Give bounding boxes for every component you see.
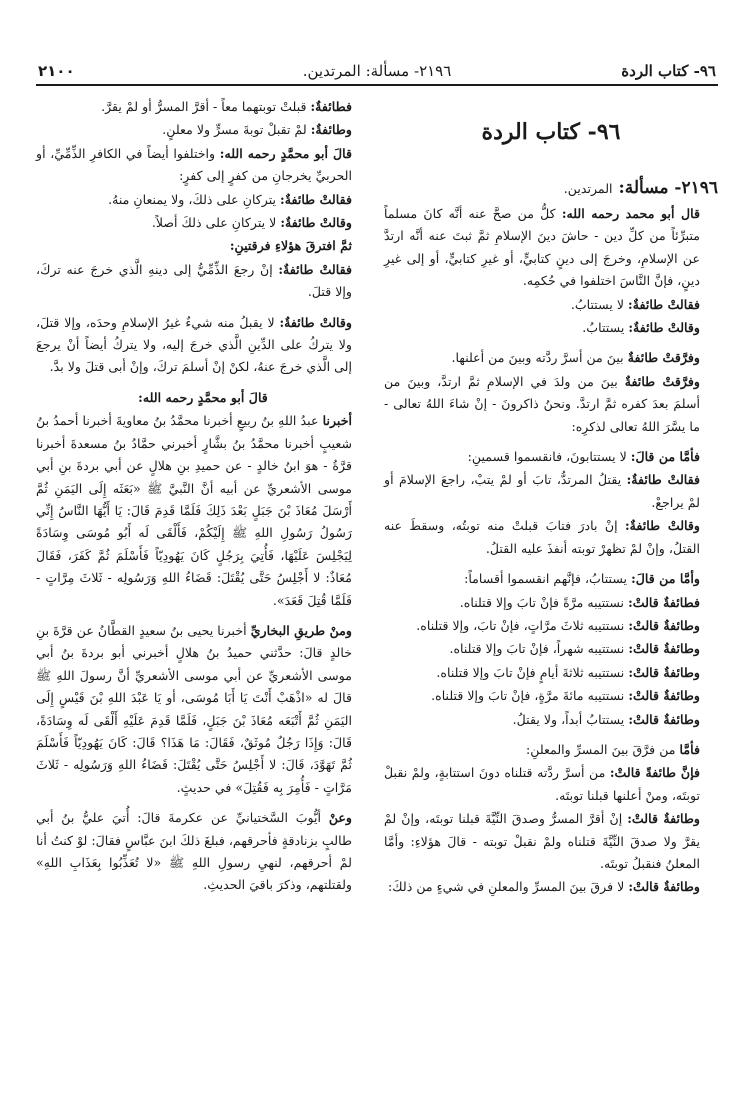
paragraph	[384, 592, 718, 614]
paragraph	[384, 739, 718, 761]
paragraph-lead: ثمَّ افترقَ هؤلاءِ فرقتينِ:	[229, 238, 352, 254]
header-divider	[36, 84, 718, 86]
paragraph	[36, 410, 370, 612]
paragraph	[36, 387, 370, 409]
paragraph-lead: وطائفةٌ قالتْ:	[628, 711, 700, 727]
paragraph	[36, 119, 370, 141]
paragraph-text: نستتيبه شهراً، فإنْ تابَ وإلا قتلناه.	[449, 641, 629, 657]
paragraph	[384, 515, 718, 560]
issue-heading	[384, 174, 718, 203]
left-column	[36, 96, 370, 898]
chapter-title: ٩٦- كتاب الردة	[481, 119, 621, 145]
paragraph-text: لا فرقَ بينَ المسرِّ والمعلنِ في شيءٍ من ذلكَ:	[388, 879, 629, 895]
paragraph-text: بينَ من أسرَّ ردَّته وبينَ من أعلنها.	[451, 350, 628, 366]
paragraph	[36, 189, 370, 211]
paragraph-text: يستتابُ أبداً، ولا يقتلُ.	[512, 711, 629, 727]
paragraph-text: يتركانِ على ذلكَ، ولا يمنعانِ منهُ.	[108, 191, 281, 207]
paragraph	[384, 615, 718, 637]
paragraph-lead: فطائفةٌ:	[310, 99, 352, 114]
right-column	[384, 96, 718, 900]
paragraph	[384, 294, 718, 316]
paragraph-lead: وقالتْ طائفةٌ:	[280, 215, 352, 231]
paragraph-lead: وقالتْ طائفةٌ:	[279, 314, 352, 330]
paragraph-text: يقتلُ المرتدُّ، تابَ أو لمْ يتبْ، راجعَ الإسلامَ أو لمْ يراجعْ.	[384, 472, 700, 510]
paragraph-text: نستتيبه ثلاثةَ أيامٍ فإنْ تابَ وإلا قتلناه.	[436, 664, 629, 680]
paragraph-text: عبدُ اللهِ بنُ ربيعٍ أخبرنا محمَّدُ بنُ معاويةَ أخبرنا أحمدُ بنُ شعيبٍ أخبرنا محمَّدُ بنُ بشَّارٍ أخبرني حمَّادُ بنُ مسعدةَ أخبرنا قرَّةُ - هوَ ابنُ خالدٍ - عن حميدِ بنِ هلالٍ عن أبي بردةَ بنِ أبي موسى الأشعريِّ عن أبيه أنَّ النَّبيَّ ﷺ «بَعَثَه إِلَى اليَمَنِ ثُمَّ أَرْسَلَ مُعَاذَ بْنَ جَبَلٍ بَعْدَ ذَلِكَ فَلَمَّا قَدِمَ قَالَ: يَا أَيُّهَا النَّاسُ إِنِّي رَسُولُ رَسُولِ اللهِ ﷺ إِلَيْكُمْ، فَأَلْقَى لَه أَبُو مُوسَى وِسَادَةً لِيَجْلِسَ عَلَيْهَا، فَأُتِيَ بِرَجُلٍ كَانَ يَهُودِيّاً فَأَسْلَمَ ثُمَّ كَفَرَ، فَقَالَ مُعَاذٌ: لا أَجْلِسُ حَتَّى يُقْتَلَ: قَضَاءُ اللهِ وَرَسُولِه - ثَلاثَ مِرَّاتٍ - فَلَمَّا قُتِلَ قَعَدَ».	[36, 413, 352, 608]
page-number: ٢١٠٠	[38, 62, 75, 80]
paragraph-lead: فإنَّ طائفةً قالتْ:	[609, 765, 701, 781]
paragraph-text: نستتيبه ثلاثَ مرَّاتٍ، فإنْ تابَ، وإلا قتلناه.	[416, 617, 629, 633]
paragraph-lead: وطائفةٌ:	[310, 122, 352, 138]
paragraph-lead: قالَ أبو محمَّدٍ رحمه الله:	[219, 145, 352, 161]
paragraph-text: لمْ تقبلْ توبةَ مسرٍّ ولا معلنٍ.	[162, 122, 311, 138]
paragraph-lead: فقالتْ طائفةٌ:	[280, 191, 352, 207]
paragraph-lead: قالَ أبو محمَّدٍ رحمه الله:	[138, 389, 268, 405]
paragraph	[384, 203, 718, 293]
paragraph-text: لا يستتابُ.	[570, 296, 629, 312]
paragraph-text: نستتيبه مائةَ مرَّةٍ، فإنْ تابَ وإلا قتلناه.	[431, 688, 629, 704]
paragraph-lead: فطائفةٌ قالتْ:	[628, 594, 700, 610]
paragraph-lead: أخبرنا	[322, 413, 352, 429]
issue-subject: المرتدين.	[563, 181, 613, 196]
issue-number: ٢١٩٦- مسألة:	[618, 178, 718, 198]
paragraph-lead: وفرَّقتْ طائفةٌ	[627, 350, 700, 366]
paragraph-text: بينَ من ولدَ في الإسلامِ ثمَّ ارتدَّ، وبينَ من أسلمَ بعدَ كفره ثمَّ ارتدَّ. ونحنُ ذاكرونَ - إنْ شاءَ اللهُ تعالى - ما يسَّرَ اللهُ تعالى لذكرِه:	[384, 373, 700, 434]
paragraph-lead: وفرَّقتْ طائفةٌ	[624, 373, 700, 389]
paragraph-lead: وعنْ	[328, 810, 352, 826]
paragraph-text: يستتابُ، فإنَّهم انقسموا أقساماً:	[464, 571, 632, 587]
paragraph-lead: وطائفةٌ قالتْ:	[628, 664, 700, 680]
paragraph	[384, 446, 718, 468]
paragraph	[384, 685, 718, 707]
paragraph	[36, 212, 370, 234]
header-chapter-title: ٩٦- كتاب الردة	[621, 62, 716, 80]
left-column-paragraphs	[36, 96, 370, 897]
paragraph-lead: فأمَّا من قالَ:	[630, 449, 700, 465]
paragraph	[384, 709, 718, 731]
paragraph	[384, 568, 718, 590]
paragraph-text: من أسرَّ ردَّته قتلناه دونَ استتابةٍ، ولمْ نقبلْ توبتَه، ومنْ أعلنها قبلنا توبتَه.	[384, 765, 700, 803]
paragraph-lead: وطائفةٌ قالتْ:	[628, 688, 700, 704]
paragraph-text: إنْ أقرَّ المسرُّ وصدقَ النِّيَّةَ قبلنا توبتَه، وإنْ لمْ يقرَّ ولا صدقَ النِّيَّةَ قتلناه ولمْ نقبلْ توبته - قالَ هؤلاءِ: وأمَّا المعلنُ فنقبلُ توبتَه.	[384, 811, 700, 871]
paragraph-text: أخبرنا يحيى بنُ سعيدٍ القطَّانُ عن قرَّةَ بنِ خالدٍ قالَ: حدَّثني حميدُ بنُ هلالٍ أخبرني أبو بردةَ بنُ أبي موسى الأشعريِّ عن أبي موسى الأشعريِّ أنَّ رسولَ اللهِ ﷺ قالَ له «اذْهَبْ أَنْتَ يَا أَبَا مُوسَى، أو يَا عَبْدَ اللهِ بْنَ قَيْسٍ إِلَى اليَمَنِ ثُمَّ أَتْبَعَه مُعَاذَ بْنَ جَبَلٍ، فَلَمَّا قَدِمَ عَلَيْهِ أَلْقَى لَه وِسَادَةً، قَالَ: وَإِذَا رَجُلٌ مُوثَقٌ، فَقَالَ: مَا هَذَا؟ قَالَ: كَانَ يَهُودِيّاً فَأَسْلَمَ ثُمَّ تَهَوَّدَ، قَالَ: لا أَجْلِسُ حَتَّى يُقْتَلَ: قَضَاءُ اللهِ وَرَسُولِه - ثَلاثَ مَرَّاتٍ - فَأُمِرَ بِه فَقُتِلَ» في حديثٍ.	[36, 622, 352, 795]
paragraph	[36, 312, 370, 379]
paragraph-lead: وطائفةٌ قالتْ:	[628, 617, 700, 633]
paragraph	[384, 662, 718, 684]
paragraph-text: أيُّوبَ السَّختيانيِّ عن عكرمةَ قالَ: أُتيَ عليُّ بنُ أبي طالبٍ بزنادقةٍ فأحرقهم، فبلغَ ذلكَ ابنَ عبَّاسٍ فقالَ: لوْ كنتُ أنا لمْ أحرقهم، لنهيِ رسولِ اللهِ ﷺ «لا تُعَذِّبُوا بِعَذَابِ اللهِ» ولقتلتهم، وذكرَ باقيَ الحديثِ.	[36, 810, 352, 893]
paragraph	[384, 347, 718, 369]
paragraph-lead: ومنْ طريقِ البخاريِّ	[250, 622, 352, 638]
paragraph-lead: وطائفةٌ قالتْ:	[628, 641, 700, 657]
paragraph-lead: فأمَّا	[679, 741, 700, 757]
paragraph-lead: وقالتْ طائفةٌ:	[624, 518, 700, 534]
paragraph-text: لا يقبلُ منه شيءٌ غيرُ الإسلامِ وحدَه، وإلا قتلَ، ولا يتركُ على الدِّينِ الَّذي خرجَ إليه، ولا يتركُ أيضاً أنْ يرجعَ إلى الَّذي خرجَ عنهُ، لكنْ إنْ أسلمَ تركَ، وإنْ أبى قتلَ ولا بدَّ.	[36, 314, 352, 375]
paragraph	[384, 371, 718, 438]
paragraph-text: يستتابُ.	[582, 320, 629, 336]
paragraph-lead: وأمَّا من قالَ:	[631, 571, 700, 587]
paragraph-lead: وطائفةٌ قالتْ:	[627, 811, 700, 827]
paragraph	[384, 762, 718, 807]
paragraph	[384, 638, 718, 660]
paragraph	[36, 235, 370, 257]
paragraph-text: إنْ بادرَ فتابَ قبلتْ منه توبتُه، وسقطَ عنه القتلُ، وإنْ لمْ تظهرْ توبته أنفذَ عليه القتلُ.	[384, 518, 700, 556]
paragraph	[36, 807, 370, 897]
paragraph-text: نستتيبه مرَّةً فإنْ تابَ وإلا قتلناه.	[459, 594, 629, 610]
paragraph-lead: قال أبو محمد رحمه الله:	[561, 206, 700, 221]
paragraph-text: واختلفوا أيضاً في الكافرِ الذِّمِّيِّ، أو الحربيِّ يخرجانِ من كفرٍ إلى كفرٍ:	[36, 145, 352, 184]
paragraph	[384, 876, 718, 898]
paragraph	[384, 317, 718, 339]
paragraph-text: لا يستتابونَ، فانقسموا قسمينِ:	[467, 449, 631, 465]
right-column-paragraphs	[384, 203, 718, 899]
paragraph	[36, 620, 370, 799]
paragraph-text: إنْ رجعَ الذِّمِّيُّ إلى دينهِ الَّذي خرجَ عنه تركَ، وإلا قتلَ.	[36, 261, 352, 300]
paragraph	[36, 259, 370, 304]
paragraph-text: لا يتركانِ على ذلكَ أصلاً.	[151, 215, 281, 231]
paragraph-lead: وطائفةٌ قالتْ:	[628, 879, 700, 895]
paragraph-text: من فرَّقَ بينَ المسرِّ والمعلنِ:	[525, 741, 680, 757]
paragraph	[384, 808, 718, 875]
paragraph	[384, 469, 718, 514]
paragraph-text: كلُّ من صحَّ عنه أنَّه كانَ مسلماً متبرِّئاً من كلِّ دين - حاشَ دينَ الإسلامِ ثمَّ ثبتَ عنه أنَّه ارتدَّ عن الإسلامِ، وخرجَ إلى دينٍ كتابيٍّ، أو غيرِ كتابيٍّ، أو إلى غيرِ دينٍ، فإنَّ النَّاسَ اختلفوا في حُكمِه.	[384, 206, 700, 289]
header-issue-title: ٢١٩٦- مسألة: المرتدين.	[302, 62, 452, 80]
paragraph	[36, 143, 370, 188]
paragraph	[36, 96, 370, 118]
paragraph-lead: وقالتْ طائفةٌ:	[628, 320, 700, 336]
paragraph-lead: فقالتْ طائفةٌ:	[626, 472, 701, 488]
paragraph-lead: فقالتْ طائفةٌ:	[278, 261, 352, 277]
paragraph-lead: فقالتْ طائفةٌ:	[628, 296, 700, 312]
paragraph-text: قبلتْ توبتهما معاً - أقرَّ المسرُّ أو لمْ يقرَّ.	[101, 99, 311, 114]
